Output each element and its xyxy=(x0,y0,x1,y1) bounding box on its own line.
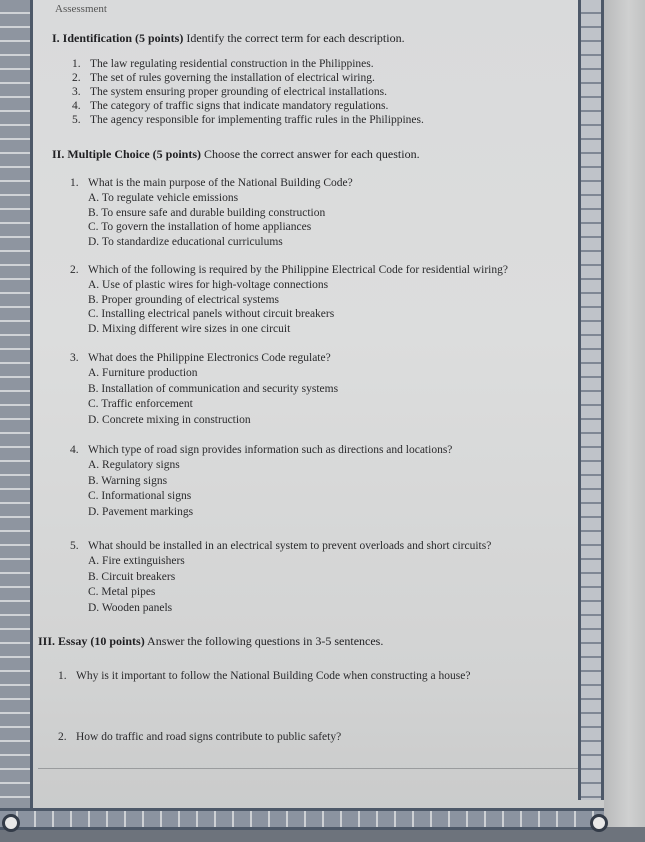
document-title: Assessment xyxy=(55,3,107,15)
answer-option xyxy=(88,586,155,598)
item-text: Which type of road sign provides information such as directions and locations? xyxy=(88,444,453,456)
section-instruction: Choose the correct answer for each question. xyxy=(204,147,420,161)
answer-option xyxy=(88,414,251,426)
item-number: 2. xyxy=(70,264,79,276)
item-text: B. To ensure safe and durable building construction xyxy=(88,206,326,219)
identification-item xyxy=(72,114,424,126)
identification-item xyxy=(72,100,388,112)
corner-ornament-icon xyxy=(2,814,20,832)
item-text: What does the Philippine Electronics Code regulate? xyxy=(88,352,331,364)
item-text: D. Mixing different wire sizes in one circuit xyxy=(88,322,291,335)
answer-option xyxy=(88,555,185,567)
identification-item xyxy=(72,58,374,70)
decorative-border-bottom xyxy=(0,808,604,830)
answer-option xyxy=(88,367,198,379)
answer-line xyxy=(38,768,578,769)
section-heading: I. Identification (5 points) xyxy=(52,31,184,45)
identification-item xyxy=(72,86,387,98)
item-text: Why is it important to follow the National Building Code when constructing a house? xyxy=(76,670,471,682)
item-text: B. Proper grounding of electrical systems xyxy=(88,293,279,306)
item-text: What is the main purpose of the National Building Code? xyxy=(88,177,353,189)
item-number: 2. xyxy=(72,72,81,84)
item-number: 1. xyxy=(58,670,67,682)
item-text: D. Wooden panels xyxy=(88,601,173,614)
item-text: C. Informational signs xyxy=(88,490,192,502)
answer-option xyxy=(88,383,338,395)
item-text: D. Concrete mixing in construction xyxy=(88,413,251,426)
section-3-header xyxy=(38,634,383,649)
item-text: B. Warning signs xyxy=(88,474,168,487)
item-number: 4. xyxy=(70,444,79,456)
item-text: A. Furniture production xyxy=(88,367,198,379)
item-text: A. Fire extinguishers xyxy=(88,555,185,567)
answer-option xyxy=(88,221,311,233)
item-text: C. To govern the installation of home appliances xyxy=(88,221,312,233)
item-text: How do traffic and road signs contribute to public safety? xyxy=(76,731,342,743)
answer-option xyxy=(88,294,279,306)
section-2-header xyxy=(52,147,420,162)
item-text: The agency responsible for implementing traffic rules in the Philippines. xyxy=(90,114,424,126)
item-text: A. Use of plastic wires for high-voltage connections xyxy=(88,279,329,291)
answer-option xyxy=(88,490,191,502)
background-edge xyxy=(604,0,645,842)
item-number: 3. xyxy=(70,352,79,364)
answer-option xyxy=(88,459,180,471)
item-text: The law regulating residential construction in the Philippines. xyxy=(90,58,374,70)
answer-option xyxy=(88,602,172,614)
item-text: The category of traffic signs that indicate mandatory regulations. xyxy=(90,100,389,112)
section-heading: II. Multiple Choice (5 points) xyxy=(52,147,202,161)
answer-option xyxy=(88,308,334,320)
answer-option xyxy=(88,279,328,291)
item-text: D. Pavement markings xyxy=(88,505,194,518)
corner-ornament-icon xyxy=(590,814,608,832)
item-text: What should be installed in an electrical system to prevent overloads and short circuits? xyxy=(88,540,492,552)
decorative-border-left xyxy=(0,0,33,820)
section-1-header xyxy=(52,31,405,46)
item-text: C. Installing electrical panels without circuit breakers xyxy=(88,308,335,320)
answer-option xyxy=(88,323,290,335)
question xyxy=(70,177,353,189)
answer-option xyxy=(88,236,283,248)
section-heading: III. Essay (10 points) xyxy=(38,634,145,648)
item-text: D. To standardize educational curriculums xyxy=(88,235,283,248)
item-text: A. To regulate vehicle emissions xyxy=(88,192,239,204)
essay-question xyxy=(58,670,470,682)
question xyxy=(70,540,491,552)
item-text: A. Regulatory signs xyxy=(88,459,180,471)
item-text: C. Metal pipes xyxy=(88,586,156,598)
answer-option xyxy=(88,475,167,487)
section-instruction: Identify the correct term for each description. xyxy=(186,31,405,45)
answer-option xyxy=(88,192,238,204)
item-text: B. Circuit breakers xyxy=(88,570,176,583)
item-number: 4. xyxy=(72,100,81,112)
item-text: C. Traffic enforcement xyxy=(88,398,193,410)
item-text: The system ensuring proper grounding of electrical installations. xyxy=(90,86,388,98)
item-number: 1. xyxy=(70,177,79,189)
decorative-border-right xyxy=(578,0,604,800)
item-number: 5. xyxy=(70,540,79,552)
item-number: 1. xyxy=(72,58,81,70)
answer-option xyxy=(88,506,193,518)
item-text: B. Installation of communication and security systems xyxy=(88,382,339,395)
question xyxy=(70,264,508,276)
question xyxy=(70,444,452,456)
item-number: 5. xyxy=(72,114,81,126)
item-text: The set of rules governing the installation of electrical wiring. xyxy=(90,72,375,84)
answer-option xyxy=(88,398,193,410)
item-text: Which of the following is required by the Philippine Electrical Code for residential wiring? xyxy=(88,264,508,276)
item-number: 2. xyxy=(58,731,67,743)
answer-option xyxy=(88,207,325,219)
question xyxy=(70,352,331,364)
section-instruction: Answer the following questions in 3-5 sentences. xyxy=(147,634,384,648)
identification-item xyxy=(72,72,375,84)
item-number: 3. xyxy=(72,86,81,98)
essay-question xyxy=(58,731,341,743)
answer-option xyxy=(88,571,175,583)
